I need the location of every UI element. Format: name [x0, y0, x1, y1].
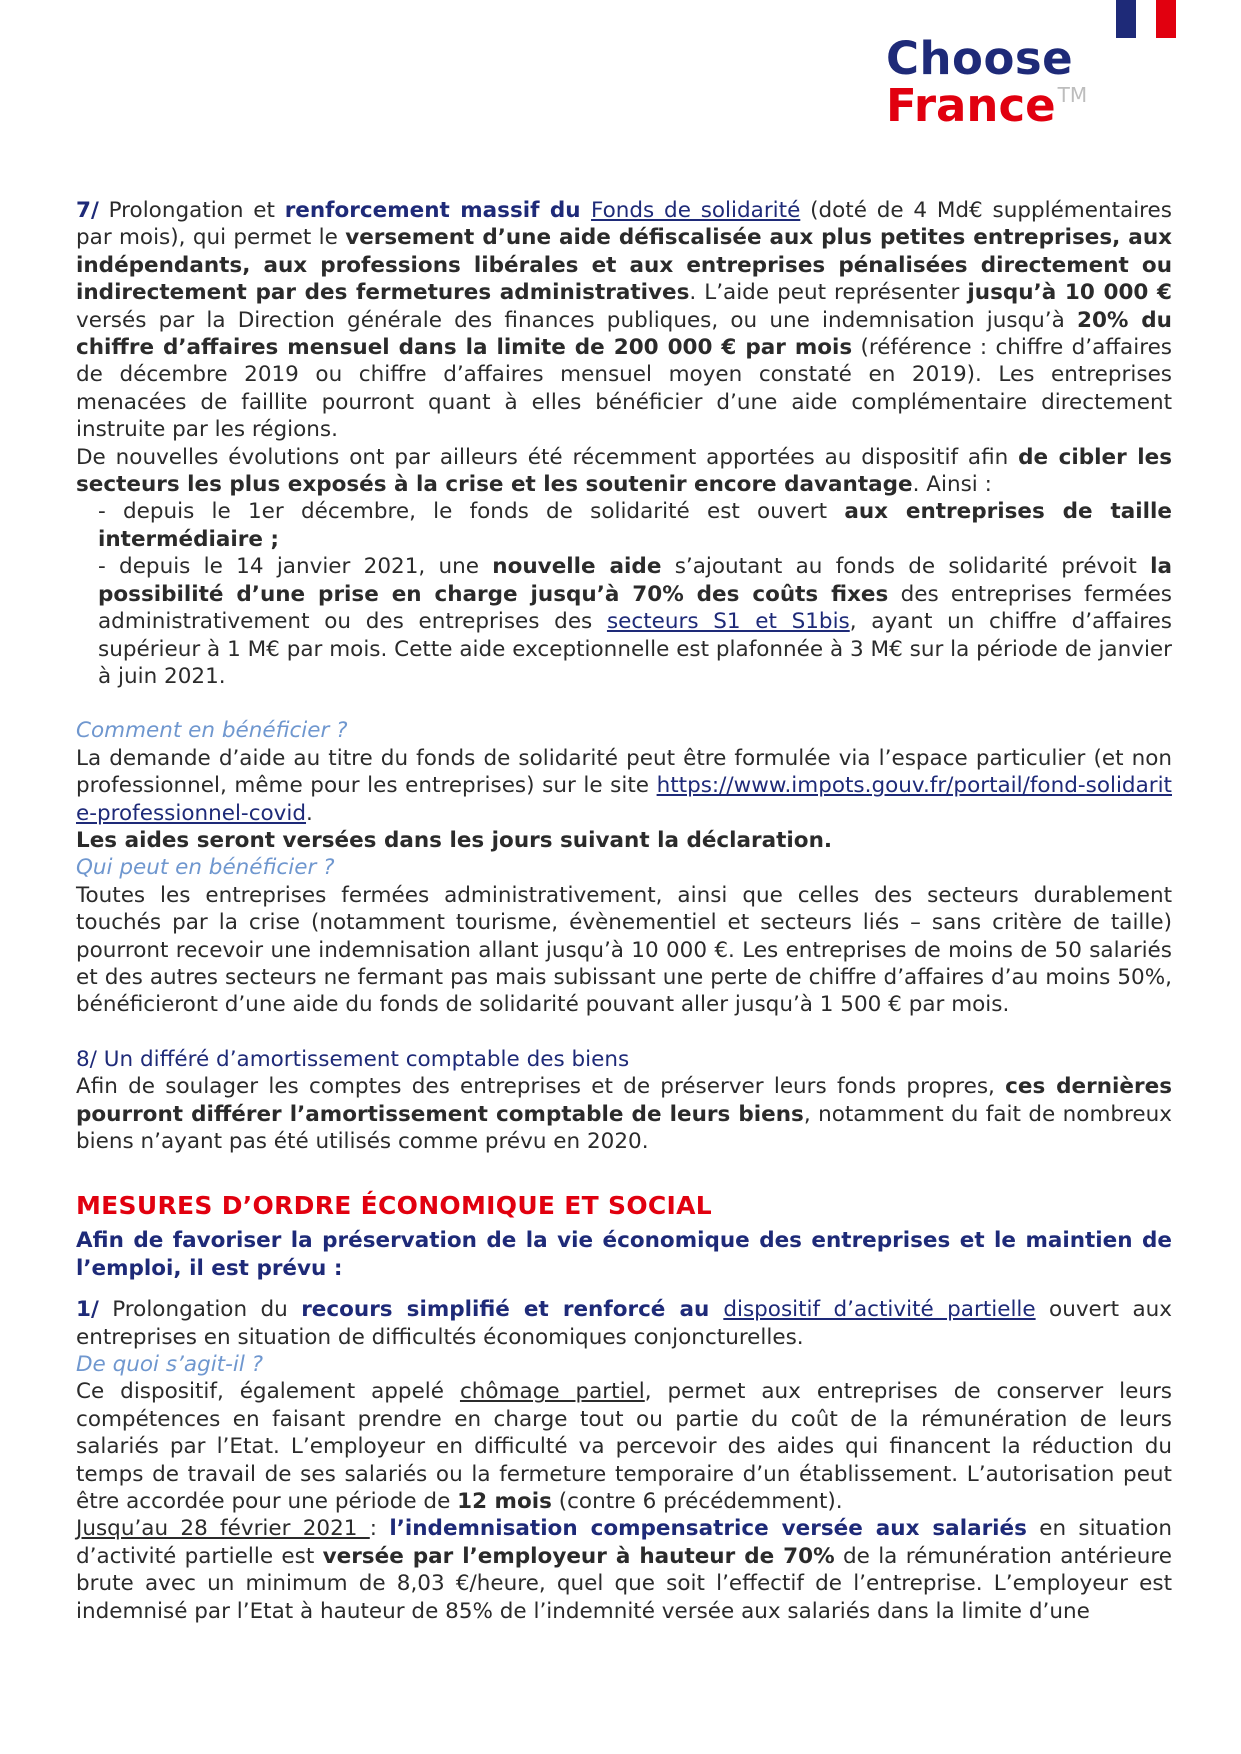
text: - depuis le 14 janvier 2021, une: [98, 554, 493, 580]
bold-text: renforcement massif du: [284, 198, 592, 223]
text: (contre 6 précédemment).: [551, 1489, 843, 1515]
text: 8/ Un différé d’amortissement comptable des biens: [76, 1046, 630, 1072]
measure-1-paragraph: [76, 1296, 1172, 1351]
bold-text: 12 mois: [457, 1489, 552, 1515]
text: des entreprises fermées administrativement ou des entreprises des: [98, 581, 1172, 635]
underlined-date: Jusqu’au 28 février 2021: [76, 1516, 370, 1542]
bold-text: Les aides seront versées dans les jours suivant la déclaration.: [76, 827, 833, 853]
measure-1-number: 1/: [76, 1297, 99, 1323]
text: , permet aux entreprises de conserver leurs compétences en faisant prendre en charge tout ou partie du coût de la rémunération de leurs salariés par l’Etat. L’employeur en difficulté va percevoir des aides qui financent la réduction du temps de travail de ses salariés ou la fermeture temporaire d’un établissement. L’autorisation peut être accordée pour une période de: [76, 1379, 1172, 1515]
chomage-partiel-link[interactable]: chômage partiel: [459, 1379, 645, 1405]
logo-france-text: France: [886, 79, 1056, 132]
declaration-note: [76, 827, 1172, 854]
spacer: [76, 690, 1172, 717]
text: , notamment du fait de nombreux biens n’ayant pas été utilisés comme prévu en 2020.: [76, 1101, 1172, 1154]
text: versés par la Direction générale des finances publiques, ou une indemnisation jusqu’à: [76, 307, 1077, 333]
text: de la rémunération antérieure brute avec un minimum de 8,03 €/heure, quel que soit l’effectif de l’entreprise. L’employeur est indemnisé par l’Etat à hauteur de 85% de l’indemnité versée aux salariés dans la limite d’une: [76, 1543, 1172, 1624]
text: Prolongation du: [98, 1297, 302, 1323]
spacer: [76, 1282, 1172, 1296]
evolutions-paragraph: [76, 444, 1172, 499]
choose-france-logo: [886, 32, 1088, 132]
spacer: [76, 1019, 1172, 1046]
answer-qui-peut: Toutes les entreprises fermées administrativement, ainsi que celles des secteurs durablement touchés par la crise (notamment tourisme, évènementiel et secteurs liés – sans critère de taille) pourront recevoir une indemnisation allant jusqu’à 10 000 €. Les entreprises de moins de 50 salariés et des autres secteurs ne fermant pas mais subissant une perte de chiffre d’affaires d’au moins 50%, bénéficieront d’une aide du fonds de solidarité pouvant aller jusqu’à 1 500 € par mois.: [76, 882, 1172, 1018]
question-comment-beneficier: Comment en bénéficier ?: [76, 718, 348, 744]
text: :: [369, 1516, 390, 1542]
logo-trademark: TM: [1057, 83, 1088, 107]
bold-text: nouvelle aide: [492, 554, 662, 580]
answer-de-quoi: [76, 1378, 1172, 1515]
indemnisation-paragraph: [76, 1515, 1172, 1625]
bold-text: aux entreprises de taille intermédiaire ;: [98, 499, 1172, 552]
text: . L’aide peut représenter: [689, 280, 968, 306]
text: Prolongation et: [98, 198, 285, 223]
measure-7-paragraph: [76, 197, 1172, 444]
bold-text: 20% du chiffre d’affaires mensuel dans la limite de 200 000 € par mois: [76, 307, 1172, 361]
bold-text: versement d’une aide défiscalisée aux plus petites entreprises, aux indépendants, aux professions libérales et aux entreprises pénalisées directement ou indirectement par des fermetures administratives: [76, 225, 1172, 306]
bold-text: l’indemnisation compensatrice versée aux salariés: [389, 1516, 1027, 1542]
spacer: [76, 1155, 1172, 1189]
text: De nouvelles évolutions ont par ailleurs été récemment apportées au dispositif afin: [76, 444, 1019, 470]
bold-text: la possibilité d’une prise en charge jusqu’à 70% des coûts fixes: [98, 554, 1172, 607]
answer-comment-beneficier: [76, 745, 1172, 827]
impots-gouv-link[interactable]: https://www.impots.gouv.fr/portail/fond-solidarite-professionnel-covid: [76, 773, 1172, 826]
question-de-quoi: De quoi s’agit-il ?: [76, 1352, 264, 1378]
text: Ce dispositif, également appelé: [76, 1379, 460, 1405]
secteurs-link[interactable]: secteurs S1 et S1bis: [606, 609, 850, 635]
text: Afin de soulager les comptes des entreprises et de préserver leurs fonds propres,: [76, 1074, 1006, 1100]
text: - depuis le 1er décembre, le fonds de solidarité est ouvert: [98, 499, 845, 525]
section-lead: Afin de favoriser la préservation de la vie économique des entreprises et le maintien de l’emploi, il est prévu :: [76, 1228, 1172, 1281]
measure-8-title: [76, 1046, 1172, 1073]
bullet-item-1: [76, 498, 1172, 553]
text: .: [306, 800, 313, 826]
text: , ayant un chiffre d’affaires supérieur à 1 M€ par mois. Cette aide exceptionnelle est plafonnée à 3 M€ sur la période de janvier à juin 2021.: [98, 609, 1172, 689]
text: . Ainsi :: [912, 472, 992, 498]
text: en situation d’activité partielle est: [76, 1516, 1172, 1569]
bold-text: jusqu’à 10 000 €: [967, 280, 1173, 306]
text: (référence : chiffre d’affaires de décembre 2019 ou chiffre d’affaires mensuel moyen constaté en 2019). Les entreprises menacées de faillite pourront quant à elles bénéficier d’une aide complémentaire directement instruite par les régions.: [76, 335, 1173, 443]
logo-line-france: [886, 79, 1088, 132]
text: (doté de 4 Md€ supplémentaires par mois), qui permet le: [76, 198, 1172, 251]
question-qui-peut: Qui peut en bénéficier ?: [76, 855, 335, 881]
bold-text: versée par l’employeur à hauteur de 70%: [322, 1543, 835, 1569]
measure-7-number: 7/: [76, 198, 99, 223]
french-flag-icon: [1116, 0, 1176, 38]
text: La demande d’aide au titre du fonds de solidarité peut être formulée via l’espace particulier (et non professionnel, même pour les entreprises) sur le site: [76, 745, 1172, 799]
measure-8-paragraph: [76, 1073, 1172, 1155]
bold-text: de cibler les secteurs les plus exposés à la crise et les soutenir encore davantage: [76, 444, 1172, 498]
bullet-item-2: [76, 553, 1172, 690]
bold-text: recours simplifié et renforcé au: [301, 1297, 724, 1323]
activite-partielle-link[interactable]: dispositif d’activité partielle: [723, 1297, 1036, 1323]
text: s’ajoutant au fonds de solidarité prévoit: [661, 554, 1151, 580]
bold-text: ces dernières pourront différer l’amortissement comptable de leurs biens: [76, 1074, 1172, 1127]
logo-line-choose: Choose: [886, 32, 1074, 85]
text: ouvert aux entreprises en situation de difficultés économiques conjoncturelles.: [76, 1297, 1172, 1350]
section-heading: MESURES D’ORDRE ÉCONOMIQUE ET SOCIAL: [76, 1191, 713, 1221]
document-body: [76, 197, 1172, 1625]
fonds-solidarite-link[interactable]: Fonds de solidarité: [591, 198, 801, 223]
